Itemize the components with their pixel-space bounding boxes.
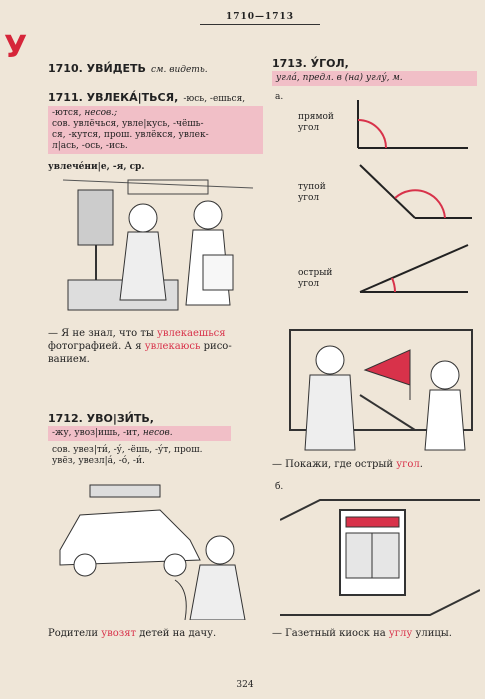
entry-1712-line3: сов. увез|ти́, -у́, -ёшь, -у́т, прош.	[52, 445, 203, 455]
page-header: 1710—1713	[200, 12, 320, 25]
caption-1713b-part1: — Газетный киоск на	[272, 628, 386, 639]
illustration-kiosk	[280, 495, 480, 620]
entry-1711-line2b: несов.;	[84, 108, 118, 118]
caption-1711-part1: — Я не знал, что ты	[48, 328, 154, 339]
label-b: б.	[275, 482, 284, 492]
illustration-car-family	[50, 470, 265, 620]
entry-1711-line4: ся, -кутся, прош. увлёкся, увлек-	[52, 130, 209, 140]
entry-1711-title: 1711. УВЛЕКА́|ТЬСЯ,	[48, 91, 179, 104]
entry-1712	[48, 412, 263, 467]
angle-obtuse-label: тупой угол	[298, 182, 326, 203]
caption-1713a-part2: .	[419, 459, 423, 470]
entry-1712-title: 1712. УВО|ЗИ́ТЬ,	[48, 412, 154, 425]
angle-right-diagram	[350, 100, 470, 155]
entry-1711	[48, 86, 263, 173]
caption-1712-part2: детей на дачу.	[139, 628, 217, 639]
entry-1710-title: 1710. УВИ́ДЕТЬ	[48, 62, 146, 75]
entry-1711-forms: -юсь, -ешься,	[183, 94, 246, 104]
caption-1713a-part1: — Покажи, где острый	[272, 459, 394, 470]
section-letter: У	[4, 30, 28, 65]
caption-1711-red2: увлекаюсь	[144, 341, 201, 352]
entry-1711-line2a: -ются,	[52, 108, 82, 118]
angle-right-label: прямой угол	[298, 112, 334, 133]
entry-1713-caption-a	[272, 458, 477, 471]
caption-1711-red1: увлекаешься	[157, 328, 226, 339]
entry-1711-line3: сов. увлёчься, увле|кусь, -чёшь-	[52, 119, 204, 129]
illustration-boys-photo	[58, 170, 258, 320]
label-a: а.	[275, 92, 284, 102]
illustration-blackboard	[285, 320, 477, 455]
caption-1713b-red: углу	[388, 628, 413, 639]
entry-1711-caption	[48, 327, 263, 366]
caption-1712-red: увозят	[101, 628, 137, 639]
entry-1711-grammar-box	[48, 106, 263, 154]
entry-1713-title: 1713. У́ГОЛ,	[272, 57, 349, 70]
caption-1713a-red: угол	[396, 459, 420, 470]
caption-1711-part4: ванием.	[48, 354, 90, 365]
caption-1711-part2: фотографией. А я	[48, 341, 142, 352]
entry-1713-grammar-box: угла́, предл. в (на) углу́, м.	[272, 71, 477, 86]
entry-1712-line4: увёз, увезл|а́, -о́, -и́.	[52, 456, 145, 466]
caption-1712-part1: Родители	[48, 628, 99, 639]
angle-obtuse-diagram	[350, 160, 475, 225]
entry-1712-line2b: несов.	[142, 428, 173, 438]
entry-1710	[48, 57, 208, 76]
entry-1711-line5: л|ась, -ось, -ись.	[52, 141, 128, 151]
entry-1712-caption	[48, 627, 263, 640]
caption-1713b-part2: улицы.	[415, 628, 452, 639]
entry-1710-ref: см. видеть.	[151, 65, 208, 75]
page-number: 324	[236, 680, 254, 690]
caption-1711-part3: рисо-	[203, 341, 232, 352]
entry-1712-grammar-box	[48, 426, 231, 441]
angle-acute-label: острый угол	[298, 268, 333, 289]
entry-1711-noun: увлече́ни|е, -я, ср.	[48, 162, 145, 172]
angle-acute-diagram	[350, 240, 475, 300]
entry-1712-line2a: -жу, увоз|ишь, -ит,	[52, 428, 140, 438]
entry-1713	[272, 57, 477, 86]
entry-1713-caption-b	[272, 627, 477, 640]
